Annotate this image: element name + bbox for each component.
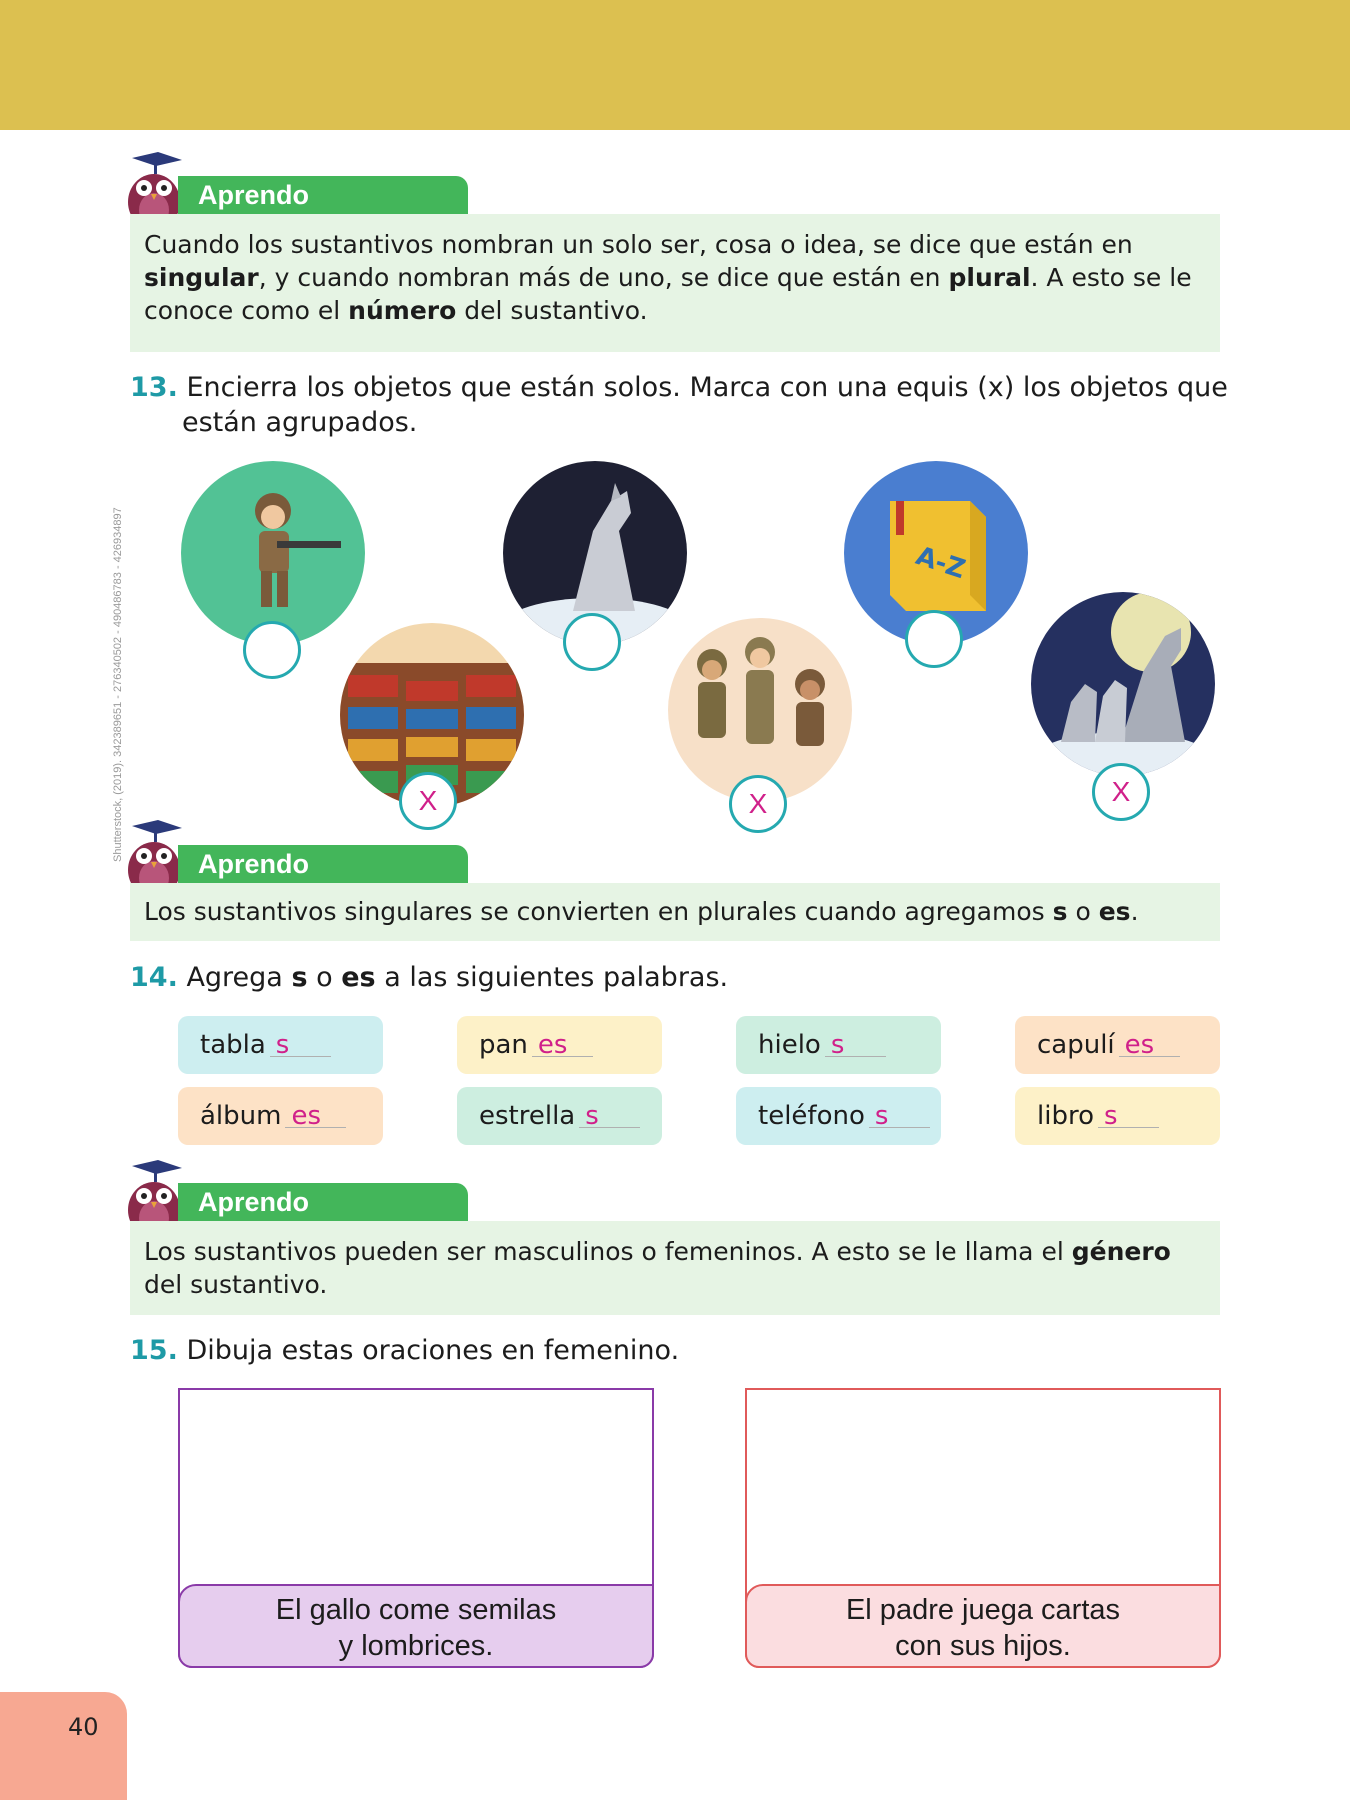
- drawing-area-1[interactable]: [178, 1388, 654, 1668]
- word-box-libro: libro s: [1015, 1087, 1220, 1145]
- aprendo-tab-1: Aprendo: [178, 176, 468, 214]
- page-number-tab: [0, 1692, 127, 1800]
- aprendo-tab-3: Aprendo: [178, 1183, 468, 1221]
- answer-blank[interactable]: s: [1098, 1105, 1159, 1128]
- answer-circle-wolf[interactable]: [563, 613, 621, 671]
- answer-blank[interactable]: es: [285, 1105, 346, 1128]
- svg-text:A-Z: A-Z: [912, 541, 969, 586]
- soldier-image: [181, 461, 365, 645]
- word-box-capuli: capulí es: [1015, 1016, 1220, 1074]
- aprendo-box-3: Los sustantivos pueden ser masculinos o femeninos. A esto se le llama el género del sustantivo.: [130, 1221, 1220, 1315]
- answer-circle-wolves[interactable]: X: [1092, 763, 1150, 821]
- wolves-pack-icon: [1031, 592, 1215, 776]
- word-box-estrella: estrella s: [457, 1087, 662, 1145]
- aprendo-tab-2: Aprendo: [178, 845, 468, 883]
- aprendo-box-2: Los sustantivos singulares se convierten en plurales cuando agregamos s o es.: [130, 883, 1220, 941]
- answer-blank[interactable]: s: [825, 1034, 886, 1057]
- word-box-pan: pan es: [457, 1016, 662, 1074]
- answer-circle-soldiers[interactable]: X: [729, 775, 787, 833]
- word-box-album: álbum es: [178, 1087, 383, 1145]
- answer-circle-soldier[interactable]: [243, 621, 301, 679]
- word-box-tabla: tabla s: [178, 1016, 383, 1074]
- answer-blank[interactable]: s: [869, 1105, 930, 1128]
- answer-blank[interactable]: es: [532, 1034, 593, 1057]
- answer-circle-library[interactable]: X: [399, 772, 457, 830]
- wolves-image: [1031, 592, 1215, 776]
- top-banner: [0, 0, 1350, 130]
- drawing-area-2[interactable]: [745, 1388, 1221, 1668]
- sentence-caption-2: El padre juega cartas con sus hijos.: [745, 1584, 1221, 1668]
- answer-blank[interactable]: es: [1119, 1034, 1180, 1057]
- word-box-hielo: hielo s: [736, 1016, 941, 1074]
- sentence-caption-1: El gallo come semilas y lombrices.: [178, 1584, 654, 1668]
- exercise-13-instruction: 13. Encierra los objetos que están solos. Marca con una equis (x) los objetos que están agrupados.: [130, 372, 1228, 438]
- exercise-15-instruction: 15. Dibuja estas oraciones en femenino.: [130, 1335, 680, 1366]
- image-credit: Shutterstock, (2019). 342389651 - 276340502 - 490486783 - 426934897: [112, 507, 124, 862]
- page-number: 40: [68, 1713, 99, 1741]
- answer-blank[interactable]: s: [270, 1034, 331, 1057]
- exercise-14-instruction: 14. Agrega s o es a las siguientes palabras.: [130, 962, 729, 993]
- word-box-telefono: teléfono s: [736, 1087, 941, 1145]
- aprendo-box-1: Cuando los sustantivos nombran un solo ser, cosa o idea, se dice que están en singular, y cuando nombran más de uno, se dice que están en plural. A esto se le conoce como el número del sustantivo.: [130, 214, 1220, 352]
- soldier-icon: [181, 461, 365, 645]
- answer-circle-dictionary[interactable]: [905, 610, 963, 668]
- answer-blank[interactable]: s: [579, 1105, 640, 1128]
